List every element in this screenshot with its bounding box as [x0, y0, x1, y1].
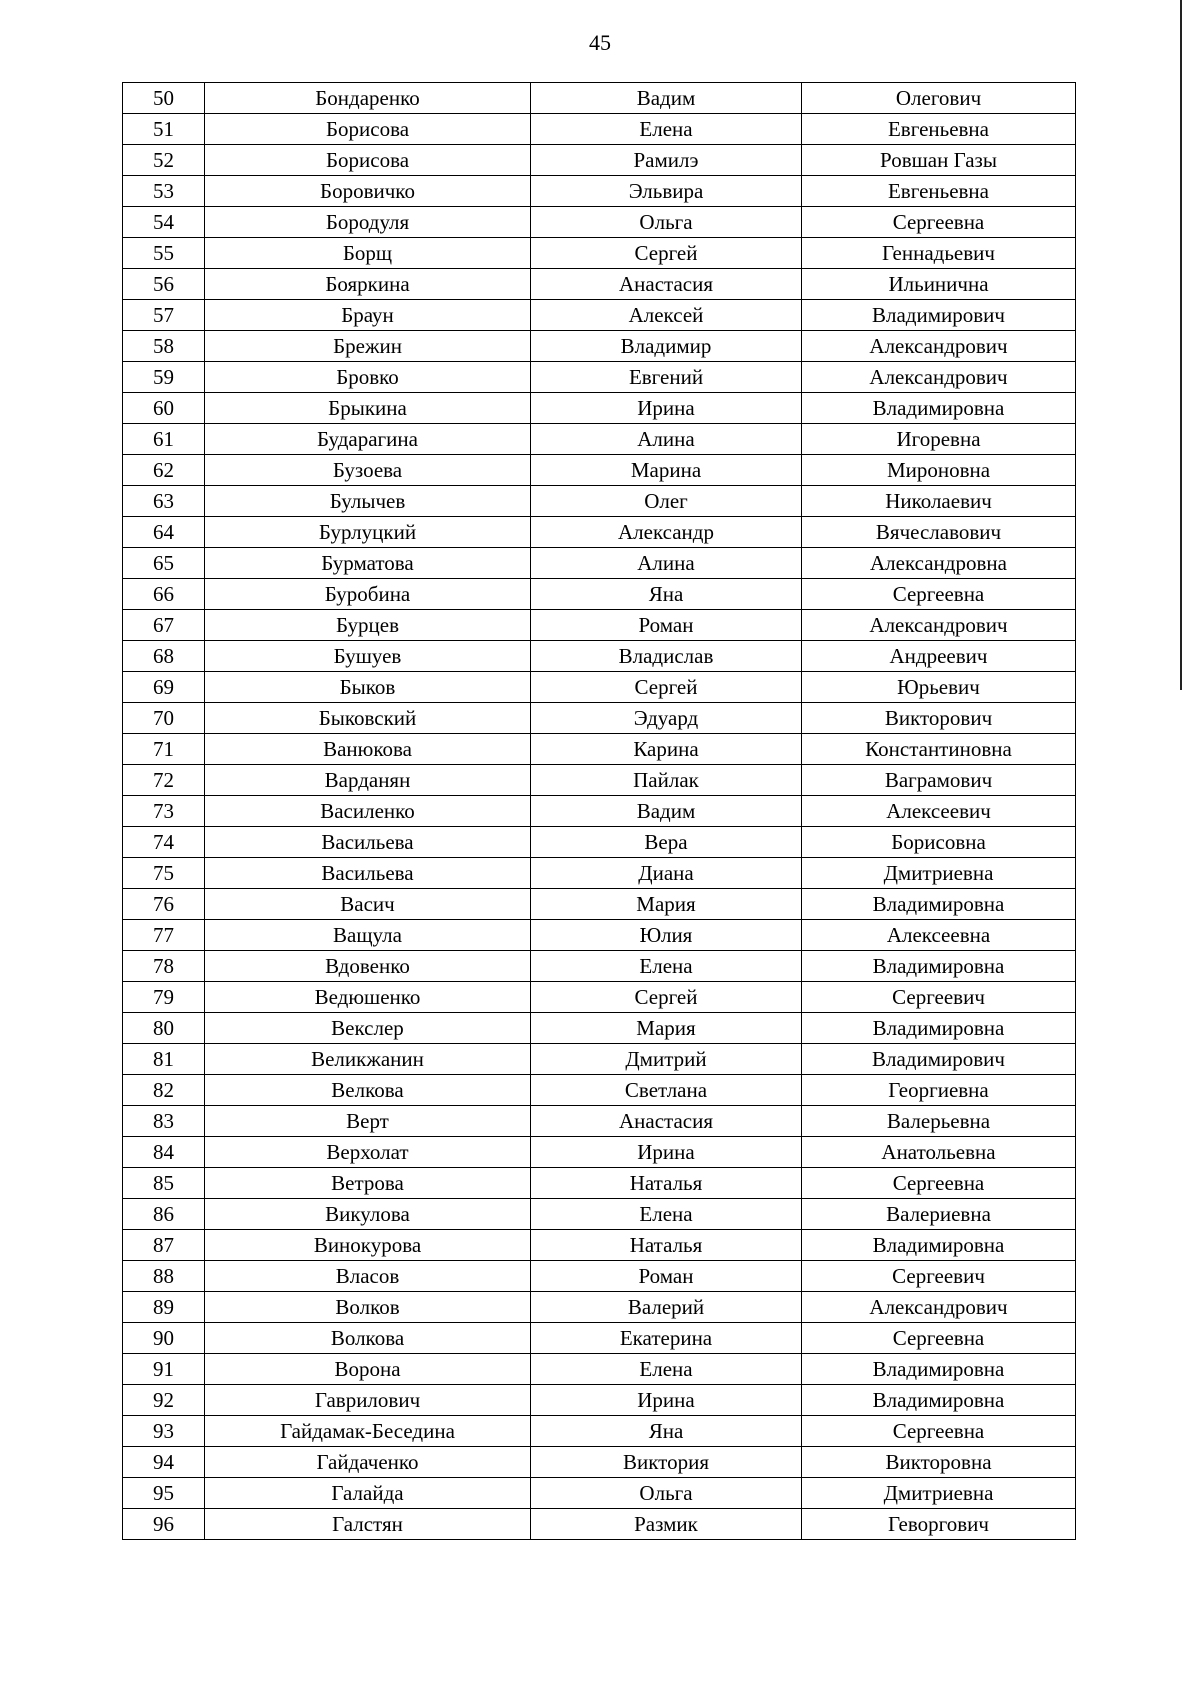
- surname-cell: Васич: [205, 889, 531, 920]
- table-row: [123, 207, 1076, 238]
- first-name-cell: Виктория: [531, 1447, 802, 1478]
- first-name-cell: Эльвира: [531, 176, 802, 207]
- table-row: [123, 1044, 1076, 1075]
- patronymic-cell: Владимировна: [802, 1013, 1076, 1044]
- surname-cell: Галайда: [205, 1478, 531, 1509]
- table-row: [123, 951, 1076, 982]
- row-number: 54: [123, 207, 205, 238]
- surname-cell: Бородуля: [205, 207, 531, 238]
- table-row: [123, 889, 1076, 920]
- surname-cell: Велкова: [205, 1075, 531, 1106]
- patronymic-cell: Валерьевна: [802, 1106, 1076, 1137]
- surname-cell: Великжанин: [205, 1044, 531, 1075]
- table-row: [123, 920, 1076, 951]
- patronymic-cell: Сергеевна: [802, 1168, 1076, 1199]
- row-number: 93: [123, 1416, 205, 1447]
- row-number: 82: [123, 1075, 205, 1106]
- row-number: 52: [123, 145, 205, 176]
- table-row: [123, 269, 1076, 300]
- first-name-cell: Рамилэ: [531, 145, 802, 176]
- row-number: 75: [123, 858, 205, 889]
- row-number: 65: [123, 548, 205, 579]
- patronymic-cell: Ильинична: [802, 269, 1076, 300]
- row-number: 50: [123, 83, 205, 114]
- first-name-cell: Елена: [531, 951, 802, 982]
- table-row: [123, 1137, 1076, 1168]
- first-name-cell: Мария: [531, 889, 802, 920]
- patronymic-cell: Константиновна: [802, 734, 1076, 765]
- table-row: [123, 1230, 1076, 1261]
- first-name-cell: Ирина: [531, 393, 802, 424]
- row-number: 89: [123, 1292, 205, 1323]
- patronymic-cell: Евгеньевна: [802, 176, 1076, 207]
- first-name-cell: Екатерина: [531, 1323, 802, 1354]
- first-name-cell: Ирина: [531, 1385, 802, 1416]
- first-name-cell: Анастасия: [531, 269, 802, 300]
- row-number: 55: [123, 238, 205, 269]
- first-name-cell: Сергей: [531, 238, 802, 269]
- surname-cell: Власов: [205, 1261, 531, 1292]
- patronymic-cell: Ваграмович: [802, 765, 1076, 796]
- surname-cell: Ворона: [205, 1354, 531, 1385]
- surname-cell: Гаврилович: [205, 1385, 531, 1416]
- table-row: [123, 610, 1076, 641]
- first-name-cell: Наталья: [531, 1168, 802, 1199]
- first-name-cell: Александр: [531, 517, 802, 548]
- table-row: [123, 1478, 1076, 1509]
- first-name-cell: Ирина: [531, 1137, 802, 1168]
- surname-cell: Борисова: [205, 114, 531, 145]
- patronymic-cell: Ровшан Газы: [802, 145, 1076, 176]
- surname-cell: Бушуев: [205, 641, 531, 672]
- row-number: 66: [123, 579, 205, 610]
- first-name-cell: Анастасия: [531, 1106, 802, 1137]
- patronymic-cell: Александрович: [802, 610, 1076, 641]
- row-number: 56: [123, 269, 205, 300]
- first-name-cell: Диана: [531, 858, 802, 889]
- patronymic-cell: Валериевна: [802, 1199, 1076, 1230]
- table-row: [123, 548, 1076, 579]
- first-name-cell: Владимир: [531, 331, 802, 362]
- table-row: [123, 765, 1076, 796]
- surname-cell: Васильева: [205, 827, 531, 858]
- patronymic-cell: Мироновна: [802, 455, 1076, 486]
- patronymic-cell: Владимировна: [802, 1230, 1076, 1261]
- row-number: 90: [123, 1323, 205, 1354]
- patronymic-cell: Владимировна: [802, 889, 1076, 920]
- patronymic-cell: Дмитриевна: [802, 858, 1076, 889]
- patronymic-cell: Николаевич: [802, 486, 1076, 517]
- row-number: 87: [123, 1230, 205, 1261]
- first-name-cell: Яна: [531, 1416, 802, 1447]
- first-name-cell: Вадим: [531, 83, 802, 114]
- patronymic-cell: Алексеевна: [802, 920, 1076, 951]
- row-number: 92: [123, 1385, 205, 1416]
- row-number: 62: [123, 455, 205, 486]
- table-row: [123, 827, 1076, 858]
- table-row: [123, 672, 1076, 703]
- row-number: 68: [123, 641, 205, 672]
- table-row: [123, 641, 1076, 672]
- patronymic-cell: Викторович: [802, 703, 1076, 734]
- first-name-cell: Сергей: [531, 672, 802, 703]
- table-row: [123, 1509, 1076, 1540]
- patronymic-cell: Владимировна: [802, 393, 1076, 424]
- first-name-cell: Елена: [531, 114, 802, 145]
- first-name-cell: Наталья: [531, 1230, 802, 1261]
- patronymic-cell: Юрьевич: [802, 672, 1076, 703]
- patronymic-cell: Сергеевна: [802, 579, 1076, 610]
- table-row: [123, 982, 1076, 1013]
- patronymic-cell: Евгеньевна: [802, 114, 1076, 145]
- patronymic-cell: Алексеевич: [802, 796, 1076, 827]
- surname-cell: Бояркина: [205, 269, 531, 300]
- patronymic-cell: Сергеевна: [802, 1323, 1076, 1354]
- row-number: 96: [123, 1509, 205, 1540]
- row-number: 80: [123, 1013, 205, 1044]
- first-name-cell: Алина: [531, 424, 802, 455]
- surname-cell: Галстян: [205, 1509, 531, 1540]
- first-name-cell: Размик: [531, 1509, 802, 1540]
- first-name-cell: Дмитрий: [531, 1044, 802, 1075]
- row-number: 51: [123, 114, 205, 145]
- surname-cell: Бузоева: [205, 455, 531, 486]
- row-number: 77: [123, 920, 205, 951]
- first-name-cell: Сергей: [531, 982, 802, 1013]
- surname-cell: Гайдамак-Беседина: [205, 1416, 531, 1447]
- surname-cell: Брежин: [205, 331, 531, 362]
- table-row: [123, 796, 1076, 827]
- surname-cell: Бурлуцкий: [205, 517, 531, 548]
- first-name-cell: Карина: [531, 734, 802, 765]
- row-number: 84: [123, 1137, 205, 1168]
- surname-cell: Верт: [205, 1106, 531, 1137]
- surname-cell: Гайдаченко: [205, 1447, 531, 1478]
- first-name-cell: Светлана: [531, 1075, 802, 1106]
- patronymic-cell: Игоревна: [802, 424, 1076, 455]
- patronymic-cell: Геворгович: [802, 1509, 1076, 1540]
- table-row: [123, 300, 1076, 331]
- scan-edge-line: [1180, 0, 1182, 690]
- patronymic-cell: Борисовна: [802, 827, 1076, 858]
- surname-cell: Булычев: [205, 486, 531, 517]
- table-row: [123, 1199, 1076, 1230]
- first-name-cell: Олег: [531, 486, 802, 517]
- table-row: [123, 455, 1076, 486]
- first-name-cell: Ольга: [531, 1478, 802, 1509]
- first-name-cell: Пайлак: [531, 765, 802, 796]
- row-number: 85: [123, 1168, 205, 1199]
- surname-cell: Верхолат: [205, 1137, 531, 1168]
- patronymic-cell: Владимирович: [802, 1044, 1076, 1075]
- patronymic-cell: Владимировна: [802, 951, 1076, 982]
- surname-cell: Ванюкова: [205, 734, 531, 765]
- surname-cell: Борщ: [205, 238, 531, 269]
- row-number: 81: [123, 1044, 205, 1075]
- row-number: 79: [123, 982, 205, 1013]
- row-number: 60: [123, 393, 205, 424]
- table-row: [123, 1447, 1076, 1478]
- surname-cell: Волков: [205, 1292, 531, 1323]
- row-number: 57: [123, 300, 205, 331]
- row-number: 95: [123, 1478, 205, 1509]
- patronymic-cell: Дмитриевна: [802, 1478, 1076, 1509]
- table-row: [123, 1292, 1076, 1323]
- table-row: [123, 1354, 1076, 1385]
- first-name-cell: Ольга: [531, 207, 802, 238]
- row-number: 63: [123, 486, 205, 517]
- first-name-cell: Елена: [531, 1199, 802, 1230]
- roster-table: [122, 82, 1076, 1540]
- surname-cell: Буробина: [205, 579, 531, 610]
- surname-cell: Боровичко: [205, 176, 531, 207]
- row-number: 78: [123, 951, 205, 982]
- patronymic-cell: Викторовна: [802, 1447, 1076, 1478]
- first-name-cell: Роман: [531, 610, 802, 641]
- surname-cell: Борисова: [205, 145, 531, 176]
- surname-cell: Быковский: [205, 703, 531, 734]
- table-row: [123, 1075, 1076, 1106]
- patronymic-cell: Александрович: [802, 362, 1076, 393]
- row-number: 76: [123, 889, 205, 920]
- patronymic-cell: Сергеевна: [802, 1416, 1076, 1447]
- surname-cell: Викулова: [205, 1199, 531, 1230]
- first-name-cell: Алина: [531, 548, 802, 579]
- first-name-cell: Вера: [531, 827, 802, 858]
- surname-cell: Бондаренко: [205, 83, 531, 114]
- surname-cell: Ветрова: [205, 1168, 531, 1199]
- row-number: 58: [123, 331, 205, 362]
- row-number: 73: [123, 796, 205, 827]
- patronymic-cell: Александровна: [802, 548, 1076, 579]
- first-name-cell: Роман: [531, 1261, 802, 1292]
- surname-cell: Василенко: [205, 796, 531, 827]
- surname-cell: Бурцев: [205, 610, 531, 641]
- surname-cell: Васильева: [205, 858, 531, 889]
- surname-cell: Ведюшенко: [205, 982, 531, 1013]
- patronymic-cell: Георгиевна: [802, 1075, 1076, 1106]
- first-name-cell: Яна: [531, 579, 802, 610]
- table-row: [123, 393, 1076, 424]
- table-row: [123, 331, 1076, 362]
- first-name-cell: Марина: [531, 455, 802, 486]
- patronymic-cell: Андреевич: [802, 641, 1076, 672]
- first-name-cell: Эдуард: [531, 703, 802, 734]
- table-row: [123, 1013, 1076, 1044]
- patronymic-cell: Олегович: [802, 83, 1076, 114]
- patronymic-cell: Вячеславович: [802, 517, 1076, 548]
- surname-cell: Бурматова: [205, 548, 531, 579]
- table-row: [123, 114, 1076, 145]
- table-row: [123, 1106, 1076, 1137]
- patronymic-cell: Владимировна: [802, 1385, 1076, 1416]
- patronymic-cell: Владимировна: [802, 1354, 1076, 1385]
- table-row: [123, 703, 1076, 734]
- table-row: [123, 1168, 1076, 1199]
- row-number: 61: [123, 424, 205, 455]
- first-name-cell: Алексей: [531, 300, 802, 331]
- patronymic-cell: Сергеевна: [802, 207, 1076, 238]
- patronymic-cell: Александрович: [802, 1292, 1076, 1323]
- first-name-cell: Владислав: [531, 641, 802, 672]
- table-row: [123, 238, 1076, 269]
- first-name-cell: Евгений: [531, 362, 802, 393]
- table-row: [123, 579, 1076, 610]
- page-number: 45: [589, 30, 611, 55]
- table-row: [123, 362, 1076, 393]
- patronymic-cell: Александрович: [802, 331, 1076, 362]
- row-number: 72: [123, 765, 205, 796]
- table-row: [123, 1385, 1076, 1416]
- table-row: [123, 176, 1076, 207]
- table-row: [123, 424, 1076, 455]
- row-number: 64: [123, 517, 205, 548]
- row-number: 74: [123, 827, 205, 858]
- surname-cell: Браун: [205, 300, 531, 331]
- table-row: [123, 1416, 1076, 1447]
- patronymic-cell: Владимирович: [802, 300, 1076, 331]
- surname-cell: Вдовенко: [205, 951, 531, 982]
- row-number: 94: [123, 1447, 205, 1478]
- roster-table-body: [123, 83, 1076, 1540]
- row-number: 83: [123, 1106, 205, 1137]
- table-row: [123, 486, 1076, 517]
- table-row: [123, 734, 1076, 765]
- first-name-cell: Мария: [531, 1013, 802, 1044]
- first-name-cell: Юлия: [531, 920, 802, 951]
- patronymic-cell: Сергеевич: [802, 982, 1076, 1013]
- row-number: 71: [123, 734, 205, 765]
- row-number: 88: [123, 1261, 205, 1292]
- table-row: [123, 858, 1076, 889]
- row-number: 53: [123, 176, 205, 207]
- surname-cell: Винокурова: [205, 1230, 531, 1261]
- table-row: [123, 517, 1076, 548]
- surname-cell: Варданян: [205, 765, 531, 796]
- patronymic-cell: Анатольевна: [802, 1137, 1076, 1168]
- patronymic-cell: Сергеевич: [802, 1261, 1076, 1292]
- table-row: [123, 145, 1076, 176]
- table-row: [123, 1323, 1076, 1354]
- surname-cell: Бровко: [205, 362, 531, 393]
- first-name-cell: Валерий: [531, 1292, 802, 1323]
- surname-cell: Волкова: [205, 1323, 531, 1354]
- surname-cell: Бударагина: [205, 424, 531, 455]
- row-number: 59: [123, 362, 205, 393]
- surname-cell: Векслер: [205, 1013, 531, 1044]
- row-number: 91: [123, 1354, 205, 1385]
- surname-cell: Брыкина: [205, 393, 531, 424]
- first-name-cell: Вадим: [531, 796, 802, 827]
- row-number: 70: [123, 703, 205, 734]
- row-number: 86: [123, 1199, 205, 1230]
- surname-cell: Ващула: [205, 920, 531, 951]
- table-row: [123, 1261, 1076, 1292]
- first-name-cell: Елена: [531, 1354, 802, 1385]
- table-row: [123, 83, 1076, 114]
- patronymic-cell: Геннадьевич: [802, 238, 1076, 269]
- row-number: 67: [123, 610, 205, 641]
- row-number: 69: [123, 672, 205, 703]
- surname-cell: Быков: [205, 672, 531, 703]
